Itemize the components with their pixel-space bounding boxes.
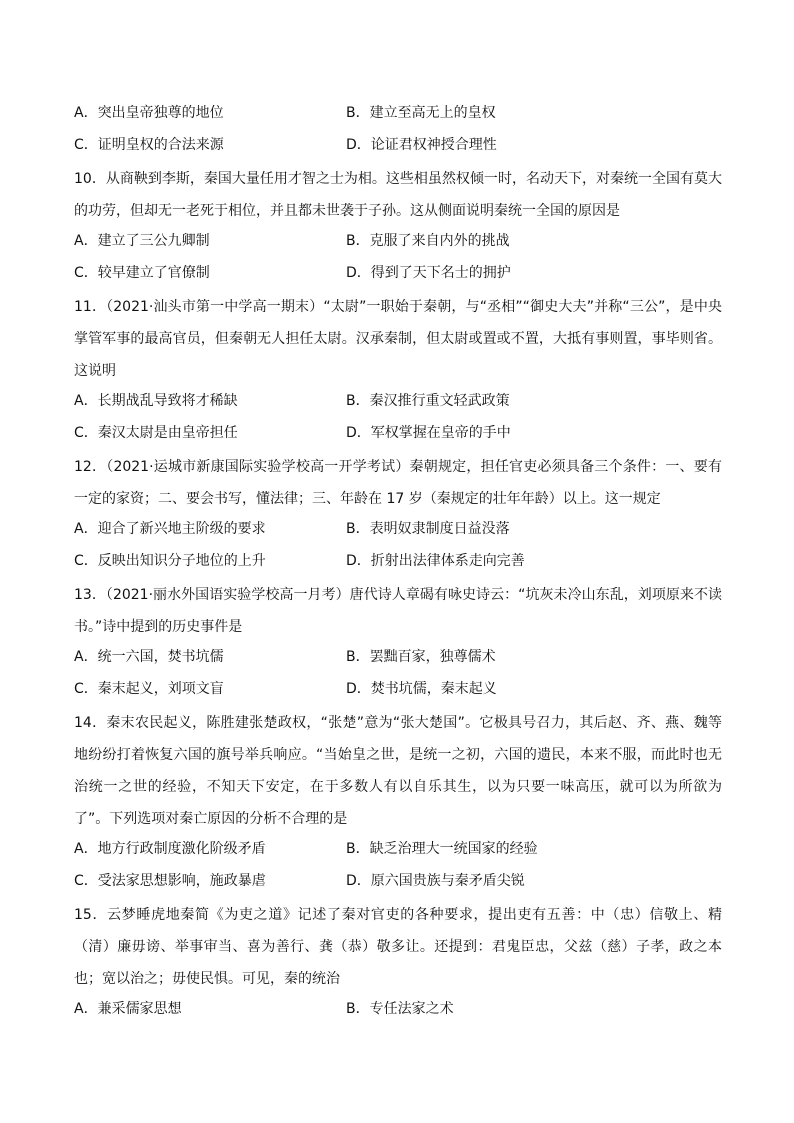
option-c[interactable]: C．反映出知识分子地位的上升 [74, 553, 266, 569]
question-14 [74, 707, 722, 899]
option-row [74, 643, 722, 675]
question-13 [74, 579, 722, 707]
option-row [74, 995, 722, 1027]
option-b[interactable]: B．建立至高无上的皇权 [346, 105, 496, 121]
option-row [74, 227, 722, 259]
option-a[interactable]: A．统一六国，焚书坑儒 [74, 649, 224, 665]
option-c[interactable]: C．秦汉太尉是由皇帝担任 [74, 425, 238, 441]
option-d[interactable]: D．原六国贵族与秦矛盾尖锐 [346, 873, 525, 889]
option-d[interactable]: D．折射出法律体系走向完善 [346, 553, 525, 569]
option-a[interactable]: A．地方行政制度激化阶级矛盾 [74, 841, 266, 857]
option-row [74, 259, 722, 291]
option-c[interactable]: C．秦末起义，刘项文盲 [74, 681, 224, 697]
option-d[interactable]: D．军权掌握在皇帝的手中 [346, 425, 511, 441]
option-b[interactable]: B．罢黜百家，独尊儒术 [346, 649, 496, 665]
option-a[interactable]: A．长期战乱导致将才稀缺 [74, 393, 238, 409]
question-stem: 15．云梦睡虎地秦简《为吏之道》记述了秦对官吏的各种要求，提出吏有五善：中（忠）信敬上、精（清）廉毋谤、举事审当、喜为善行、龚（恭）敬多让。还提到：君鬼臣忠，父兹（慈）子孝，政之本也；宽以治之；毋使民惧。可见，秦的统治 [74, 907, 722, 987]
exam-page [74, 99, 722, 1027]
option-a[interactable]: A．迎合了新兴地主阶级的要求 [74, 521, 266, 537]
option-row [74, 835, 722, 867]
option-b[interactable]: B．缺乏治理大一统国家的经验 [346, 841, 538, 857]
option-row [74, 387, 722, 419]
option-row [74, 515, 722, 547]
question-stem: 14．秦末农民起义，陈胜建张楚政权，“张楚”意为“张大楚国”。它极具号召力，其后赵、齐、燕、魏等地纷纷打着恢复六国的旗号举兵响应。“当始皇之世，是统一之初，六国的遗民，本来不服，而此时也无治统一之世的经验，不知天下安定，在于多数人有以自乐其生，以为只要一味高压，就可以为所欲为了”。下列选项对秦亡原因的分析不合理的是 [74, 715, 722, 827]
option-b[interactable]: B．秦汉推行重文轻武政策 [346, 393, 510, 409]
option-a[interactable]: A．兼采儒家思想 [74, 1001, 182, 1017]
option-row [74, 131, 722, 163]
option-row [74, 547, 722, 579]
question-10 [74, 163, 722, 291]
option-row [74, 867, 722, 899]
question-stem: 13．（2021·丽水外国语实验学校高一月考）唐代诗人章碣有咏史诗云：“坑灰未冷山东乱，刘项原来不读书。”诗中提到的历史事件是 [74, 587, 722, 635]
option-a[interactable]: A．建立了三公九卿制 [74, 233, 210, 249]
option-d[interactable]: D．论证君权神授合理性 [346, 137, 497, 153]
question-stem: 10．从商鞅到李斯，秦国大量任用才智之士为相。这些相虽然权倾一时，名动天下，对秦统一全国有莫大的功劳，但却无一老死于相位，并且都未世袭于子孙。这从侧面说明秦统一全国的原因是 [74, 171, 722, 219]
option-b[interactable]: B．克服了来自内外的挑战 [346, 233, 510, 249]
option-row [74, 99, 722, 131]
question-15 [74, 899, 722, 1027]
option-c[interactable]: C．较早建立了官僚制 [74, 265, 210, 281]
question-11 [74, 291, 722, 451]
option-row [74, 419, 722, 451]
option-d[interactable]: D．焚书坑儒，秦末起义 [346, 681, 497, 697]
option-b[interactable]: B．专任法家之术 [346, 1001, 454, 1017]
option-c[interactable]: C．证明皇权的合法来源 [74, 137, 224, 153]
option-c[interactable]: C．受法家思想影响，施政暴虐 [74, 873, 266, 889]
question-12 [74, 451, 722, 579]
option-d[interactable]: D．得到了天下名士的拥护 [346, 265, 511, 281]
question-stem: 11．（2021·汕头市第一中学高一期末）“太尉”一职始于秦朝，与“丞相”“御史大夫”并称“三公”，是中央掌管军事的最高官员，但秦朝无人担任太尉。汉承秦制，但太尉或置或不置，大抵有事则置，事毕则省。这说明 [74, 299, 722, 379]
option-a[interactable]: A．突出皇帝独尊的地位 [74, 105, 224, 121]
option-row [74, 675, 722, 707]
option-b[interactable]: B．表明奴隶制度日益没落 [346, 521, 510, 537]
question-stem: 12．（2021·运城市新康国际实验学校高一开学考试）秦朝规定，担任官吏必须具备三个条件：一、要有一定的家资；二、要会书写，懂法律；三、年龄在 17 岁（秦规定的壮年年龄）以上。这一规定 [74, 459, 722, 507]
